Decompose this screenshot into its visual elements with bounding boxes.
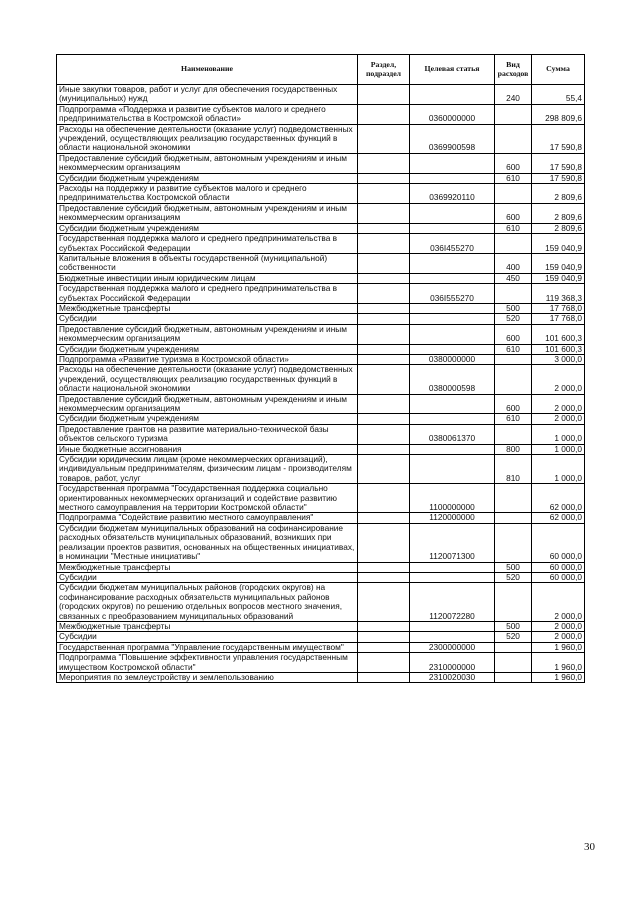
row-type <box>495 365 532 394</box>
row-target: 0380061370 <box>410 424 495 444</box>
row-section <box>358 314 410 324</box>
row-type <box>495 583 532 622</box>
row-target <box>410 303 495 313</box>
row-type: 600 <box>495 153 532 173</box>
row-name: Предоставление субсидий бюджетным, автономным учреждениям и иным некоммерческим организациям <box>57 203 358 223</box>
row-type <box>495 523 532 562</box>
table-row <box>57 583 585 622</box>
page-number: 30 <box>584 841 595 853</box>
row-section <box>358 444 410 454</box>
row-sum: 1 000,0 <box>532 444 585 454</box>
row-name: Подпрограмма "Повышение эффективности управления государственным имуществом Костромской области" <box>57 653 358 673</box>
row-sum: 2 000,0 <box>532 394 585 414</box>
row-type <box>495 642 532 652</box>
row-target <box>410 621 495 631</box>
row-section <box>358 234 410 254</box>
row-type <box>495 184 532 204</box>
row-sum: 2 809,6 <box>532 203 585 223</box>
row-type <box>495 424 532 444</box>
budget-table-sheet <box>56 54 584 683</box>
row-sum: 1 000,0 <box>532 455 585 484</box>
row-name: Иные закупки товаров, работ и услуг для обеспечения государственных (муниципальных) нужд <box>57 85 358 105</box>
table-row <box>57 184 585 204</box>
row-name: Межбюджетные трансферты <box>57 621 358 631</box>
row-section <box>358 365 410 394</box>
row-target: 1120071300 <box>410 523 495 562</box>
row-target <box>410 562 495 572</box>
row-name: Субсидии <box>57 572 358 582</box>
row-section <box>358 124 410 153</box>
table-row <box>57 365 585 394</box>
row-name: Государственная поддержка малого и среднего предпринимательства в субъектах Российской Федерации <box>57 234 358 254</box>
row-section <box>358 455 410 484</box>
row-sum: 17 768,0 <box>532 303 585 313</box>
row-name: Иные бюджетные ассигнования <box>57 444 358 454</box>
row-sum: 17 590,8 <box>532 124 585 153</box>
row-type <box>495 124 532 153</box>
row-sum: 101 600,3 <box>532 324 585 344</box>
row-sum: 119 368,3 <box>532 284 585 304</box>
row-type: 520 <box>495 632 532 642</box>
row-name: Межбюджетные трансферты <box>57 562 358 572</box>
row-section <box>358 414 410 424</box>
row-type: 400 <box>495 253 532 273</box>
row-name: Государственная поддержка малого и среднего предпринимательства в субъектах Российской Федерации <box>57 284 358 304</box>
table-row <box>57 253 585 273</box>
row-target <box>410 253 495 273</box>
table-row <box>57 562 585 572</box>
row-type: 600 <box>495 203 532 223</box>
row-sum: 17 590,8 <box>532 173 585 183</box>
row-sum: 1 960,0 <box>532 642 585 652</box>
row-type <box>495 104 532 124</box>
row-sum: 2 000,0 <box>532 583 585 622</box>
row-sum: 3 000,0 <box>532 354 585 364</box>
row-section <box>358 642 410 652</box>
row-name: Предоставление субсидий бюджетным, автономным учреждениям и иным некоммерческим организациям <box>57 324 358 344</box>
row-section <box>358 394 410 414</box>
row-name: Субсидии <box>57 314 358 324</box>
row-sum: 17 590,8 <box>532 153 585 173</box>
table-row <box>57 394 585 414</box>
table-row <box>57 354 585 364</box>
row-name: Расходы на обеспечение деятельности (оказание услуг) подведомственных учреждений, осуществляющих реализацию государственных функций в области национальной экономики <box>57 124 358 153</box>
header-target: Целевая статья <box>410 55 495 85</box>
row-name: Расходы на обеспечение деятельности (оказание услуг) подведомственных учреждений, осуществляющих реализацию государственных функций в области национальной экономики <box>57 365 358 394</box>
row-sum: 101 600,3 <box>532 344 585 354</box>
row-sum: 159 040,9 <box>532 273 585 283</box>
row-target: 2310000000 <box>410 653 495 673</box>
row-type: 610 <box>495 414 532 424</box>
row-sum: 159 040,9 <box>532 253 585 273</box>
table-row <box>57 173 585 183</box>
row-name: Субсидии бюджетным учреждениям <box>57 173 358 183</box>
row-target <box>410 273 495 283</box>
row-target <box>410 572 495 582</box>
table-row <box>57 642 585 652</box>
row-type: 520 <box>495 314 532 324</box>
row-name: Субсидии юридическим лицам (кроме некоммерческих организаций), индивидуальным предпринимателям, физическим лицам - производителям товаров, работ, услуг <box>57 455 358 484</box>
table-row <box>57 324 585 344</box>
table-row <box>57 85 585 105</box>
row-sum: 62 000,0 <box>532 513 585 523</box>
table-row <box>57 444 585 454</box>
table-row <box>57 344 585 354</box>
row-type: 500 <box>495 562 532 572</box>
row-type: 500 <box>495 303 532 313</box>
table-row <box>57 414 585 424</box>
row-name: Подпрограмма «Развитие туризма в Костромской области» <box>57 354 358 364</box>
table-row <box>57 203 585 223</box>
table-row <box>57 273 585 283</box>
row-name: Субсидии бюджетным учреждениям <box>57 414 358 424</box>
row-sum: 62 000,0 <box>532 484 585 513</box>
row-section <box>358 104 410 124</box>
row-target: 0360000000 <box>410 104 495 124</box>
row-type: 610 <box>495 223 532 233</box>
row-section <box>358 523 410 562</box>
row-name: Субсидии бюджетам муниципальных образований на софинансирование расходных обязательств муниципальных образований, возникших при реализации проектов развития, основанных на общественных инициативах, в номинации "Местные инициативы" <box>57 523 358 562</box>
row-name: Государственная программа "Государственная поддержка социально ориентированных некоммерческих организаций и содействие развитию местного самоуправления на территории Костромской области" <box>57 484 358 513</box>
table-row <box>57 234 585 254</box>
row-name: Бюджетные инвестиции иным юридическим лицам <box>57 273 358 283</box>
row-section <box>358 513 410 523</box>
row-sum: 2 000,0 <box>532 365 585 394</box>
table-row <box>57 223 585 233</box>
header-name: Наименование <box>57 55 358 85</box>
row-section <box>358 153 410 173</box>
row-target <box>410 203 495 223</box>
row-target <box>410 455 495 484</box>
row-target: 0380000000 <box>410 354 495 364</box>
row-target <box>410 344 495 354</box>
row-sum: 60 000,0 <box>532 523 585 562</box>
table-row <box>57 424 585 444</box>
table-header-row <box>57 55 585 85</box>
row-target: 2300000000 <box>410 642 495 652</box>
row-sum: 2 809,6 <box>532 223 585 233</box>
row-name: Подпрограмма "Содействие развитию местного самоуправления" <box>57 513 358 523</box>
table-row <box>57 572 585 582</box>
row-name: Межбюджетные трансферты <box>57 303 358 313</box>
row-section <box>358 354 410 364</box>
row-section <box>358 184 410 204</box>
row-section <box>358 562 410 572</box>
row-name: Подпрограмма «Поддержка и развитие субъектов малого и среднего предпринимательства в Костромской области» <box>57 104 358 124</box>
table-row <box>57 523 585 562</box>
row-section <box>358 572 410 582</box>
table-row <box>57 303 585 313</box>
row-target <box>410 444 495 454</box>
header-sum: Сумма <box>532 55 585 85</box>
row-target <box>410 153 495 173</box>
row-section <box>358 273 410 283</box>
row-target <box>410 314 495 324</box>
row-target: 1100000000 <box>410 484 495 513</box>
row-sum: 2 000,0 <box>532 414 585 424</box>
row-target <box>410 223 495 233</box>
row-type <box>495 672 532 682</box>
row-section <box>358 203 410 223</box>
table-row <box>57 153 585 173</box>
row-section <box>358 253 410 273</box>
row-section <box>358 303 410 313</box>
row-section <box>358 173 410 183</box>
row-target: 0380000598 <box>410 365 495 394</box>
row-target: 0369920110 <box>410 184 495 204</box>
table-body <box>57 85 585 683</box>
row-type: 500 <box>495 621 532 631</box>
row-sum: 159 040,9 <box>532 234 585 254</box>
row-type <box>495 354 532 364</box>
table-row <box>57 104 585 124</box>
row-target: 1120072280 <box>410 583 495 622</box>
row-section <box>358 324 410 344</box>
row-target: 036I455270 <box>410 234 495 254</box>
row-target: 2310020030 <box>410 672 495 682</box>
row-section <box>358 85 410 105</box>
row-sum: 1 960,0 <box>532 653 585 673</box>
row-name: Субсидии бюджетным учреждениям <box>57 223 358 233</box>
table-row <box>57 621 585 631</box>
row-type: 610 <box>495 344 532 354</box>
row-name: Мероприятия по землеустройству и землепользованию <box>57 672 358 682</box>
row-name: Предоставление грантов на развитие материально-технической базы объектов сельского туризма <box>57 424 358 444</box>
row-section <box>358 344 410 354</box>
row-target <box>410 394 495 414</box>
row-name: Субсидии бюджетным учреждениям <box>57 344 358 354</box>
table-row <box>57 314 585 324</box>
header-section: Раздел, подраздел <box>358 55 410 85</box>
table-row <box>57 124 585 153</box>
row-section <box>358 653 410 673</box>
table-row <box>57 653 585 673</box>
row-type <box>495 284 532 304</box>
row-sum: 55,4 <box>532 85 585 105</box>
row-section <box>358 583 410 622</box>
table-row <box>57 455 585 484</box>
row-name: Субсидии бюджетам муниципальных районов (городских округов) на софинансирование расходных обязательств муниципальных районов (городских округов) по решению отдельных вопросов местного значения, связанных с преобразованием муниципальных образований <box>57 583 358 622</box>
row-target: 036I555270 <box>410 284 495 304</box>
row-target <box>410 85 495 105</box>
row-section <box>358 484 410 513</box>
row-type: 810 <box>495 455 532 484</box>
table-row <box>57 513 585 523</box>
row-target <box>410 632 495 642</box>
row-name: Предоставление субсидий бюджетным, автономным учреждениям и иным некоммерческим организациям <box>57 153 358 173</box>
row-name: Предоставление субсидий бюджетным, автономным учреждениям и иным некоммерческим организациям <box>57 394 358 414</box>
row-sum: 60 000,0 <box>532 572 585 582</box>
row-sum: 60 000,0 <box>532 562 585 572</box>
row-type <box>495 513 532 523</box>
row-target <box>410 414 495 424</box>
row-section <box>358 621 410 631</box>
row-name: Государственная программа "Управление государственным имуществом" <box>57 642 358 652</box>
row-target <box>410 324 495 344</box>
row-type: 240 <box>495 85 532 105</box>
row-name: Субсидии <box>57 632 358 642</box>
table-row <box>57 484 585 513</box>
row-sum: 1 960,0 <box>532 672 585 682</box>
row-section <box>358 672 410 682</box>
budget-table <box>56 54 585 683</box>
row-type: 610 <box>495 173 532 183</box>
table-row <box>57 672 585 682</box>
row-type: 600 <box>495 394 532 414</box>
row-section <box>358 223 410 233</box>
row-target: 1120000000 <box>410 513 495 523</box>
row-sum: 2 000,0 <box>532 632 585 642</box>
row-section <box>358 632 410 642</box>
row-type: 450 <box>495 273 532 283</box>
table-row <box>57 632 585 642</box>
row-sum: 17 768,0 <box>532 314 585 324</box>
row-type: 520 <box>495 572 532 582</box>
row-type: 800 <box>495 444 532 454</box>
row-section <box>358 424 410 444</box>
row-name: Расходы на поддержку и развитие субъектов малого и среднего предпринимательства Костромской области <box>57 184 358 204</box>
table-row <box>57 284 585 304</box>
row-sum: 2 809,6 <box>532 184 585 204</box>
row-type <box>495 653 532 673</box>
row-target <box>410 173 495 183</box>
row-type <box>495 234 532 254</box>
row-sum: 2 000,0 <box>532 621 585 631</box>
row-section <box>358 284 410 304</box>
row-sum: 298 809,6 <box>532 104 585 124</box>
row-target: 0369900598 <box>410 124 495 153</box>
header-type: Вид расходов <box>495 55 532 85</box>
row-type <box>495 484 532 513</box>
row-sum: 1 000,0 <box>532 424 585 444</box>
row-type: 600 <box>495 324 532 344</box>
row-name: Капитальные вложения в объекты государственной (муниципальной) собственности <box>57 253 358 273</box>
